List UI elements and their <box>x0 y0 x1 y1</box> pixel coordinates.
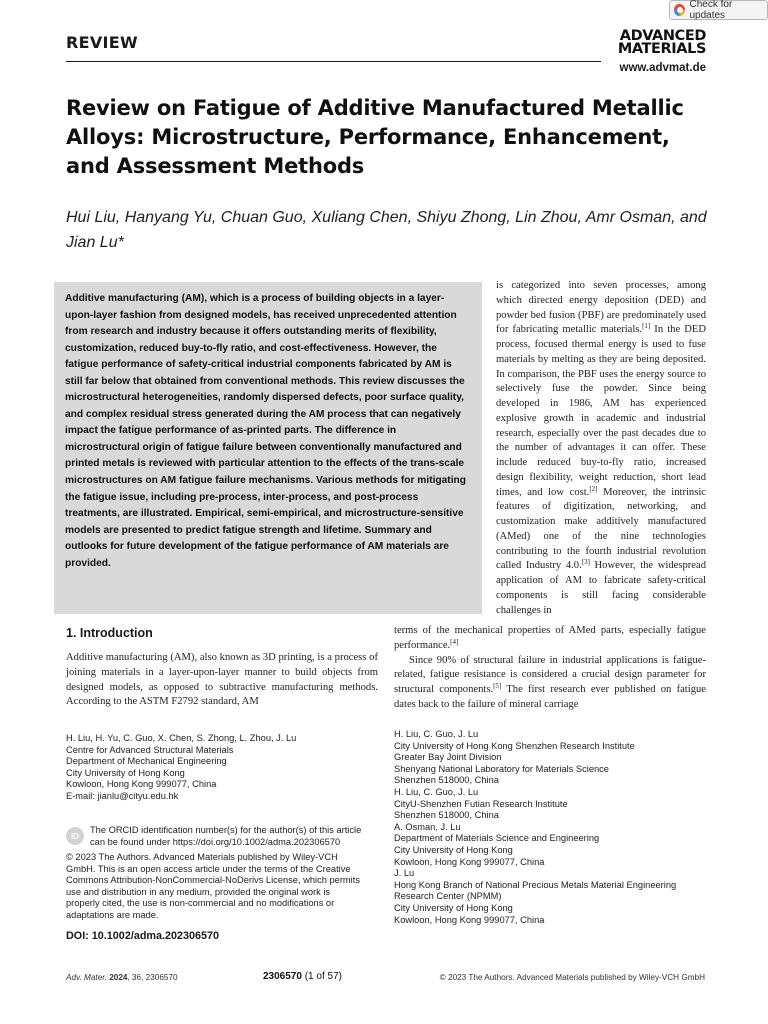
orcid-text: The ORCID identification number(s) for the author(s) of this article can be found under https://doi.org/10.1002/adma.202306570 <box>90 825 362 847</box>
logo-line-1: ADVANCED <box>619 28 706 44</box>
citation-link[interactable]: [3] <box>581 558 590 567</box>
footer-page-number <box>263 971 342 982</box>
body-text: In the DED process, focused thermal energy is used to fuse materials by melting as they are being deposited. In comparison, the PBF uses the energy source to selectively fuse the powder. Since being developed in 1986, AM has experienced explosive growth in academic and industrial research, especially over the past decades due to the number of advantages it can offer. These include reduced buy-to-fly ratio, increased design flexibility, weight reduction, short lead times, and low cost. <box>496 324 706 498</box>
affiliation-line: Kowloon, Hong Kong 999077, China <box>394 914 545 925</box>
body-text-continued <box>394 624 706 713</box>
affiliation-line: H. Liu, H. Yu, C. Guo, X. Chen, S. Zhong, L. Zhou, J. Lu <box>66 733 297 743</box>
check-for-updates-label: Check for updates <box>689 0 733 21</box>
logo-line-2: MATERIALS <box>617 41 706 57</box>
affiliation-line: CityU-Shenzhen Futian Research Institute <box>394 798 568 809</box>
body-text: However, the widespread application of AM to fabricate safety-critical components is still facing considerable challenges in <box>496 560 706 616</box>
journal-logo <box>604 30 706 60</box>
affiliation-line: Shenzhen 518000, China <box>394 810 499 821</box>
body-text: is categorized into seven processes, among which directed energy deposition (DED) and powder bed fusion (PBF) are predominately used for fabricating metallic materials. <box>496 280 706 336</box>
citation-link[interactable]: [5] <box>493 682 502 690</box>
citation-link[interactable]: [1] <box>642 322 651 331</box>
footer-volume: , 36, 2306570 <box>127 973 178 982</box>
body-text: Since 90% of structural failure in industrial applications is fatigue-related, fatigue resistance is considered a crucial design parameter for structural components. <box>394 654 706 695</box>
affiliation-line: City University of Hong Kong <box>66 767 185 778</box>
affiliation-line: J. Lu <box>394 868 415 879</box>
footer-journal: Adv. Mater. <box>66 973 107 982</box>
footer-year: 2024 <box>109 973 128 982</box>
affiliation-line: H. Liu, C. Guo, J. Lu <box>394 786 479 797</box>
affiliation-line: Hong Kong Branch of National Precious Metals Material Engineering <box>394 879 677 890</box>
intro-paragraph: Additive manufacturing (AM), also known as 3D printing, is a process of joining materials in a layer-upon-layer manner to build objects from designed models, as opposed to subtractive manufacturing methods. According to the ASTM F2792 standard, AM <box>66 652 378 708</box>
orcid-note <box>66 825 378 848</box>
abstract-box <box>54 282 482 614</box>
header-rule <box>66 61 601 62</box>
footer-copyright: © 2023 The Authors. Advanced Materials published by Wiley-VCH GmbH <box>439 973 705 982</box>
affiliation-line: Kowloon, Hong Kong 999077, China <box>66 779 217 790</box>
email-link[interactable]: E-mail: jianlu@cityu.edu.hk <box>66 790 179 801</box>
citation-link[interactable]: [2] <box>589 484 598 493</box>
footer-page-of: (1 of 57) <box>301 971 342 982</box>
affiliation-line: Department of Mechanical Engineering <box>66 756 227 767</box>
orcid-icon[interactable]: ID <box>66 827 84 845</box>
body-text: Moreover, the intrinsic features of digitization, networking, and customization make additively manufactured (AMed) one of the nine technologies contributing to the fourth industrial revolution called Industry 4.0. <box>496 486 706 572</box>
body-text: The first research ever published on fatigue dates back to the failure of mineral carriage <box>394 684 706 710</box>
footer-citation <box>66 973 178 982</box>
affiliation-line: City University of Hong Kong Shenzhen Research Institute <box>394 740 635 751</box>
affiliation-line: A. Osman, J. Lu <box>394 821 461 832</box>
affiliation-line: City University of Hong Kong <box>394 844 513 855</box>
footer-page-id: 2306570 <box>263 971 302 982</box>
affiliation-line: City University of Hong Kong <box>394 902 513 913</box>
license-notice: © 2023 The Authors. Advanced Materials published by Wiley-VCH GmbH. This is an open access article under the terms of the Creative Commons Attribution-NonCommercial-NoDerivs License, which permits use and distribution in any medium, provided the original work is properly cited, the use is non-commercial and no modifications or adaptations are made. <box>66 852 360 920</box>
section-heading-introduction: 1. Introduction <box>66 626 153 640</box>
abstract-text: Additive manufacturing (AM), which is a process of building objects in a layer-upon-layer fashion from designed models, has received unprecedented attention from research and industry because it offers outstanding merits of flexibility, customization, reduced buy-to-fly ratio, and cost-effectiveness. However, the fatigue performance of safety-critical industrial components fabricated by AM is still far below that obtained from conventional methods. This review discusses the microstructural heterogeneities, randomly dispersed defects, poor surface quality, and complex residual stress generated during the AM process that can negatively impact the fatigue performance of as-printed parts. The difference in microstructural origin of fatigue failure between conventionally manufactured and printed metals is reviewed with particular attention to the effects of the trans-scale microstructures on AM fatigue failure mechanisms. Various methods for mitigating the fatigue issue, including pre-process, inter-process, and post-process treatments, are illustrated. Empirical, semi-empirical, and microstructure-sensitive models are presented to predict fatigue strength and lifetime. Summary and outlooks for future development of the fatigue performance of AM materials are provided. <box>65 293 466 569</box>
affiliation-line: Greater Bay Joint Division <box>394 752 502 763</box>
affiliation-line: Centre for Advanced Structural Materials <box>66 744 234 755</box>
citation-link[interactable]: [4] <box>450 637 459 646</box>
affiliation-line: Research Center (NPMM) <box>394 891 502 902</box>
affiliations-left <box>66 733 376 803</box>
article-title: Review on Fatigue of Additive Manufactured Metallic Alloys: Microstructure, Performance, Enhancement, and Assessment Methods <box>66 96 684 178</box>
body-text-right-column <box>496 279 706 618</box>
paragraph <box>394 624 706 654</box>
check-for-updates-button[interactable] <box>669 0 768 20</box>
author-list: Hui Liu, Hanyang Yu, Chuan Guo, Xuliang Chen, Shiyu Zhong, Lin Zhou, Amr Osman, and Jian Lu* <box>66 209 707 251</box>
affiliation-line: Shenyang National Laboratory for Materials Science <box>394 763 609 774</box>
affiliation-line: Kowloon, Hong Kong 999077, China <box>394 856 545 867</box>
affiliations-right <box>394 729 714 926</box>
affiliation-line: Department of Materials Science and Engineering <box>394 833 600 844</box>
section-label: REVIEW <box>66 33 138 52</box>
doi-link[interactable]: DOI: 10.1002/adma.202306570 <box>66 930 220 942</box>
update-badge-icon <box>674 4 685 16</box>
body-text: terms of the mechanical properties of AMed parts, especially fatigue performance. <box>394 625 706 651</box>
paragraph <box>394 654 706 713</box>
affiliation-line: H. Liu, C. Guo, J. Lu <box>394 729 479 739</box>
journal-url[interactable]: www.advmat.de <box>619 62 706 74</box>
affiliation-line: Shenzhen 518000, China <box>394 775 499 786</box>
